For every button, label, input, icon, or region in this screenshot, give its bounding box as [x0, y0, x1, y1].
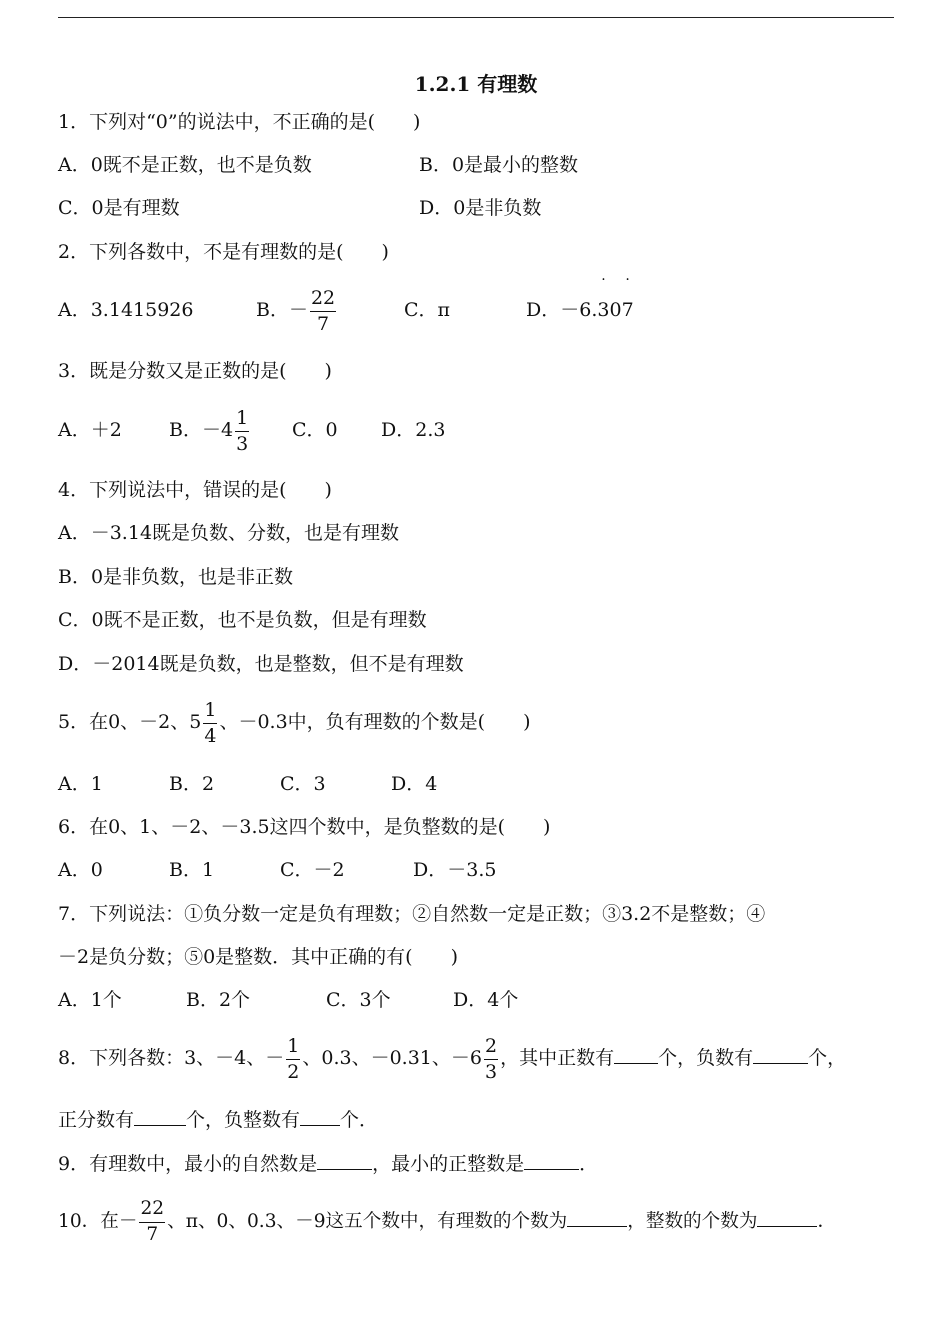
header-rule	[58, 17, 894, 18]
q5-options	[58, 770, 437, 798]
q2-options	[58, 272, 634, 338]
q7-options	[58, 986, 518, 1014]
q1-options-row1	[58, 151, 578, 179]
q7-option-b: B．2个	[186, 989, 251, 1011]
q8-text: 个，	[808, 1047, 847, 1069]
q3-option-b-prefix: B．－4	[169, 419, 234, 441]
q3-option-b	[169, 402, 292, 458]
q3-option-c: C．0	[292, 419, 338, 441]
q9-blank-smallest-natural[interactable]	[317, 1151, 372, 1170]
digit: 0	[609, 299, 622, 321]
q8-text: 个，负整数有	[186, 1109, 301, 1131]
q5-fraction	[203, 698, 217, 747]
q8-line1	[58, 1030, 846, 1086]
q3-stem: 3．既是分数又是正数的是( )	[58, 360, 332, 382]
q6-option-a: A．0	[58, 859, 103, 881]
q2-option-d	[526, 272, 634, 338]
q10-line	[58, 1194, 836, 1250]
repeating-digit	[621, 272, 634, 338]
q10-fraction	[139, 1197, 165, 1245]
q1-option-c: C．0是有理数	[58, 197, 180, 219]
q5-stem	[58, 694, 531, 750]
q3-options	[58, 402, 445, 458]
q7-stem-line2: －2是负分数；⑤0是整数．其中正确的有( )	[58, 946, 459, 968]
q8-fraction-1	[286, 1034, 300, 1083]
q8-fraction-2	[484, 1034, 498, 1083]
fraction-denominator: 3	[485, 1060, 498, 1083]
q4-option-c: C．0既不是正数，也不是负数，但是有理数	[58, 609, 427, 631]
q6-option-d: D．－3.5	[413, 859, 497, 881]
q6-options	[58, 856, 496, 884]
q6-stem: 6．在0、1、－2、－3.5这四个数中，是负整数的是( )	[58, 816, 551, 838]
q1-option-b: B．0是最小的整数	[419, 154, 579, 176]
q8-text: 个，负数有	[658, 1047, 754, 1069]
q9-line	[58, 1150, 598, 1178]
q1-option-a: A．0既不是正数，也不是负数	[58, 154, 312, 176]
q6-option-b: B．1	[169, 859, 215, 881]
q8-blank-negative-count[interactable]	[753, 1045, 808, 1064]
q8-text: 、0.3、－0.31、－6	[302, 1047, 482, 1069]
q10-text: ．	[817, 1211, 837, 1232]
fraction-denominator: 7	[317, 312, 330, 335]
fraction-numerator: 22	[139, 1200, 165, 1223]
fraction-denominator: 4	[204, 724, 217, 747]
q2-option-b-prefix: B．－	[256, 299, 308, 321]
q10-blank-integer-count[interactable]	[757, 1208, 817, 1227]
q5-option-a: A．1	[58, 773, 103, 795]
q5-option-d: D．4	[391, 773, 438, 795]
q1-option-d: D．0是非负数	[419, 197, 542, 219]
q8-text: 8．下列各数：3、－4、－	[58, 1047, 285, 1069]
q5-stem-prefix: 5．在0、－2、5	[58, 711, 202, 733]
q2-stem: 2．下列各数中，不是有理数的是( )	[58, 241, 389, 263]
repeating-digit	[597, 272, 610, 338]
repeat-dot-icon: ·	[601, 272, 606, 288]
q8-text: 正分数有	[58, 1109, 135, 1131]
fraction-numerator: 22	[310, 289, 336, 312]
q6-option-c: C．－2	[280, 859, 345, 881]
q8-text: 个．	[340, 1109, 379, 1131]
q2-option-b-fraction	[310, 286, 336, 335]
digit: 7	[621, 299, 634, 321]
q8-blank-positive-count[interactable]	[614, 1045, 658, 1064]
q2-option-a: A．3.1415926	[58, 299, 194, 321]
q4-option-a: A．－3.14既是负数、分数，也是有理数	[58, 522, 400, 544]
q4-option-b: B．0是非负数，也是非正数	[58, 566, 294, 588]
q4-option-d: D．－2014既是负数，也是整数，但不是有理数	[58, 653, 464, 675]
q5-option-b: B．2	[169, 773, 215, 795]
q8-text: ，其中正数有	[500, 1047, 615, 1069]
q3-option-b-fraction	[235, 406, 249, 455]
q7-option-c: C．3个	[326, 989, 391, 1011]
q3-option-d: D．2.3	[381, 419, 446, 441]
q1-options-row2	[58, 194, 541, 222]
q9-text: 9．有理数中，最小的自然数是	[58, 1153, 318, 1175]
q7-option-d: D．4个	[453, 989, 519, 1011]
fraction-numerator: 2	[484, 1037, 498, 1060]
q4-stem: 4．下列说法中，错误的是( )	[58, 479, 332, 501]
q10-text: 10．在－	[58, 1211, 138, 1232]
fraction-denominator: 3	[236, 432, 249, 455]
digit: 3	[597, 299, 610, 321]
q7-stem-line1: 7．下列说法：①负分数一定是负有理数；②自然数一定是正数；③3.2不是整数；④	[58, 903, 766, 925]
q2-option-d-prefix: D．－6.	[526, 299, 598, 321]
fraction-numerator: 1	[235, 409, 249, 432]
q9-blank-smallest-positive-integer[interactable]	[524, 1151, 579, 1170]
q8-line2	[58, 1106, 378, 1134]
fraction-denominator: 2	[287, 1060, 300, 1083]
fraction-numerator: 1	[286, 1037, 300, 1060]
q3-option-a: A．＋2	[58, 419, 122, 441]
q10-text: ，整数的个数为	[627, 1211, 758, 1232]
q10-text: 、π、0、0.3、－9这五个数中，有理数的个数为	[167, 1211, 568, 1232]
q9-text: ，最小的正整数是	[372, 1153, 525, 1175]
fraction-denominator: 7	[146, 1223, 159, 1245]
q9-text: ．	[579, 1153, 599, 1175]
q5-option-c: C．3	[280, 773, 326, 795]
q8-blank-negative-integer-count[interactable]	[300, 1107, 340, 1126]
repeat-dot-icon: ·	[625, 272, 630, 288]
fraction-numerator: 1	[203, 701, 217, 724]
q2-option-b	[256, 282, 404, 338]
q7-option-a: A．1个	[58, 989, 122, 1011]
q8-blank-positive-fraction-count[interactable]	[134, 1107, 186, 1126]
q10-blank-rational-count[interactable]	[567, 1208, 627, 1227]
q1-stem: 1．下列对“0”的说法中，不正确的是( )	[58, 111, 421, 133]
page-title: 1.2.1 有理数	[414, 72, 538, 96]
q5-stem-suffix: 、－0.3中，负有理数的个数是( )	[219, 711, 531, 733]
q2-option-c: C．π	[404, 299, 451, 321]
